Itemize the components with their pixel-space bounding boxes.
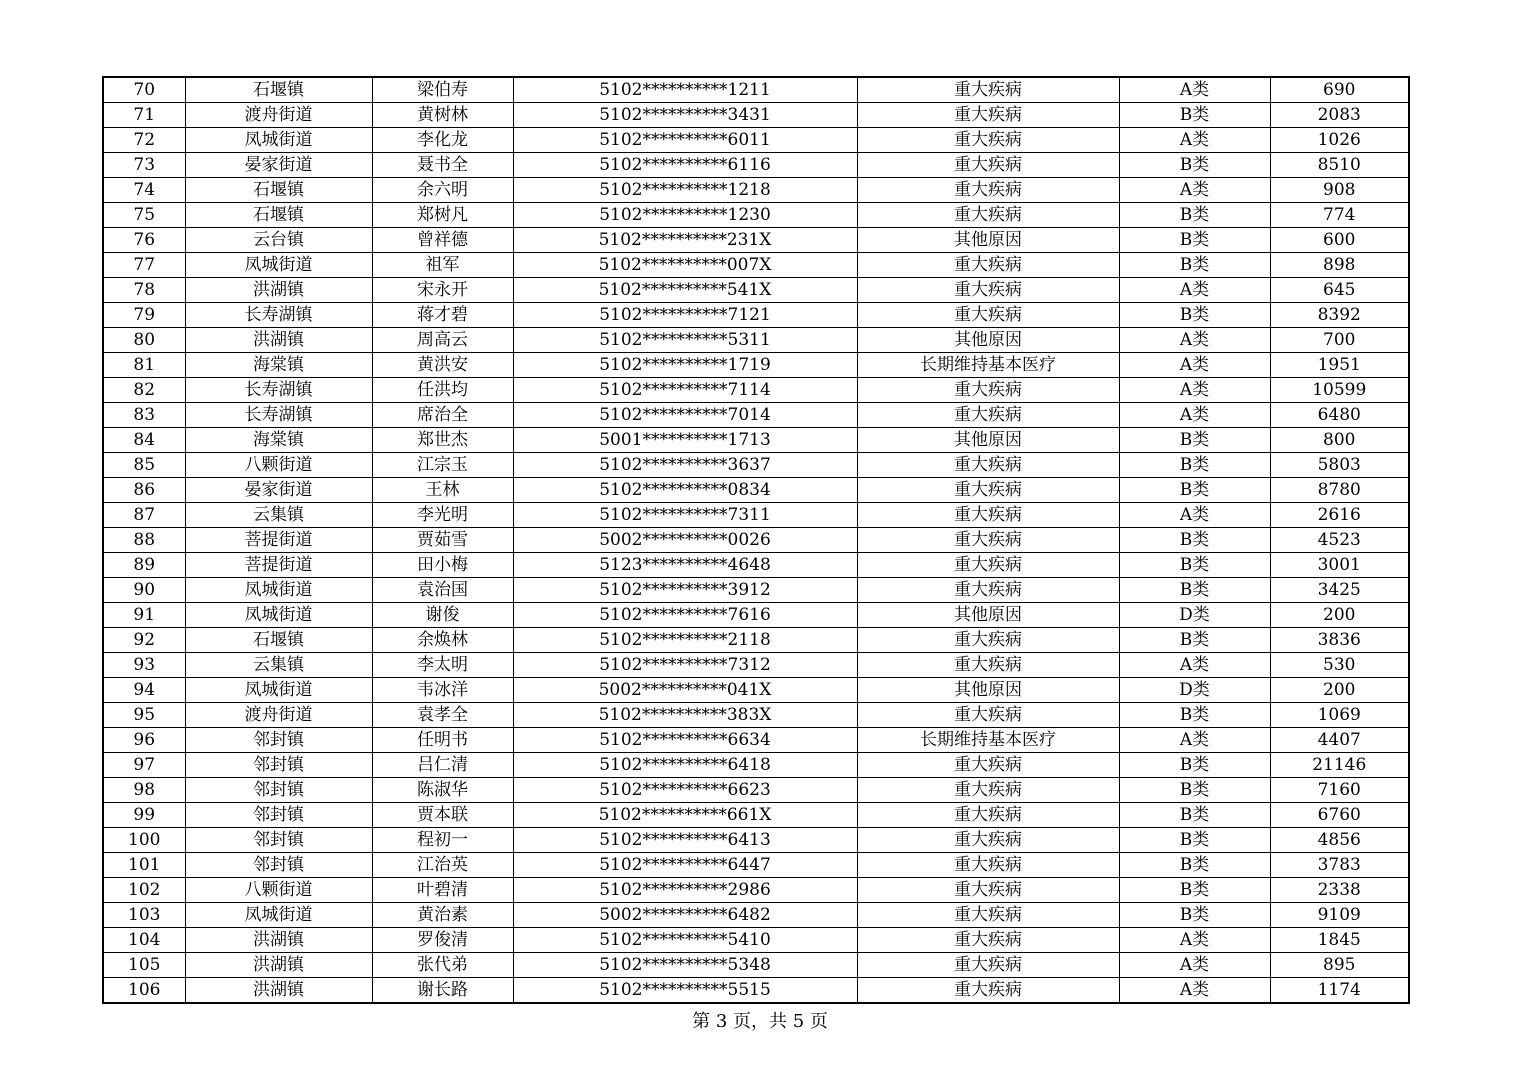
table-row [103,603,1409,628]
row-number-cell: 98 [103,778,185,803]
amount-cell: 1174 [1270,978,1409,1004]
row-number-cell: 76 [103,228,185,253]
table-row [103,453,1409,478]
town-cell: 菩提街道 [185,553,372,578]
name-cell: 江宗玉 [372,453,513,478]
table-row [103,828,1409,853]
reason-cell: 重大疾病 [857,128,1119,153]
table-row [103,728,1409,753]
category-cell: B类 [1119,853,1270,878]
amount-cell: 600 [1270,228,1409,253]
row-number-cell: 102 [103,878,185,903]
row-number-cell: 106 [103,978,185,1004]
id-number-cell: 5102**********1230 [513,203,857,228]
id-number-cell: 5102**********7311 [513,503,857,528]
town-cell: 渡舟街道 [185,103,372,128]
table-row [103,253,1409,278]
name-cell: 张代弟 [372,953,513,978]
town-cell: 石堰镇 [185,628,372,653]
id-number-cell: 5102**********383X [513,703,857,728]
category-cell: B类 [1119,903,1270,928]
town-cell: 石堰镇 [185,178,372,203]
row-number-cell: 74 [103,178,185,203]
town-cell: 晏家街道 [185,478,372,503]
row-number-cell: 99 [103,803,185,828]
id-number-cell: 5102**********5311 [513,328,857,353]
name-cell: 田小梅 [372,553,513,578]
id-number-cell: 5102**********6413 [513,828,857,853]
amount-cell: 1069 [1270,703,1409,728]
id-number-cell: 5002**********6482 [513,903,857,928]
reason-cell: 重大疾病 [857,453,1119,478]
name-cell: 宋永开 [372,278,513,303]
amount-cell: 5803 [1270,453,1409,478]
id-number-cell: 5102**********2986 [513,878,857,903]
reason-cell: 其他原因 [857,328,1119,353]
id-number-cell: 5002**********0026 [513,528,857,553]
amount-cell: 4523 [1270,528,1409,553]
table-body [103,77,1409,1003]
id-number-cell: 5102**********6116 [513,153,857,178]
table-row [103,778,1409,803]
row-number-cell: 79 [103,303,185,328]
row-number-cell: 81 [103,353,185,378]
row-number-cell: 70 [103,77,185,103]
town-cell: 长寿湖镇 [185,303,372,328]
table-row [103,853,1409,878]
amount-cell: 3836 [1270,628,1409,653]
amount-cell: 690 [1270,77,1409,103]
town-cell: 邻封镇 [185,828,372,853]
row-number-cell: 92 [103,628,185,653]
reason-cell: 重大疾病 [857,753,1119,778]
amount-cell: 700 [1270,328,1409,353]
amount-cell: 200 [1270,603,1409,628]
category-cell: A类 [1119,328,1270,353]
row-number-cell: 96 [103,728,185,753]
category-cell: B类 [1119,103,1270,128]
name-cell: 王林 [372,478,513,503]
name-cell: 李太明 [372,653,513,678]
amount-cell: 6760 [1270,803,1409,828]
town-cell: 凤城街道 [185,678,372,703]
id-number-cell: 5102**********3637 [513,453,857,478]
category-cell: A类 [1119,378,1270,403]
name-cell: 黄洪安 [372,353,513,378]
table-row [103,978,1409,1004]
town-cell: 长寿湖镇 [185,378,372,403]
table-row [103,553,1409,578]
town-cell: 晏家街道 [185,153,372,178]
id-number-cell: 5102**********3912 [513,578,857,603]
category-cell: A类 [1119,77,1270,103]
row-number-cell: 93 [103,653,185,678]
id-number-cell: 5102**********541X [513,278,857,303]
id-number-cell: 5102**********6623 [513,778,857,803]
town-cell: 八颗街道 [185,878,372,903]
reason-cell: 重大疾病 [857,903,1119,928]
table-row [103,428,1409,453]
category-cell: B类 [1119,528,1270,553]
town-cell: 海棠镇 [185,353,372,378]
amount-cell: 4856 [1270,828,1409,853]
reason-cell: 重大疾病 [857,203,1119,228]
amount-cell: 8780 [1270,478,1409,503]
table-row [103,328,1409,353]
reason-cell: 重大疾病 [857,103,1119,128]
category-cell: B类 [1119,253,1270,278]
amount-cell: 8510 [1270,153,1409,178]
row-number-cell: 84 [103,428,185,453]
amount-cell: 10599 [1270,378,1409,403]
row-number-cell: 88 [103,528,185,553]
category-cell: B类 [1119,703,1270,728]
town-cell: 洪湖镇 [185,278,372,303]
category-cell: A类 [1119,653,1270,678]
amount-cell: 1951 [1270,353,1409,378]
row-number-cell: 86 [103,478,185,503]
category-cell: B类 [1119,453,1270,478]
amount-cell: 21146 [1270,753,1409,778]
row-number-cell: 91 [103,603,185,628]
category-cell: B类 [1119,428,1270,453]
id-number-cell: 5123**********4648 [513,553,857,578]
name-cell: 祖军 [372,253,513,278]
name-cell: 李光明 [372,503,513,528]
name-cell: 曾祥德 [372,228,513,253]
table-row [103,228,1409,253]
town-cell: 邻封镇 [185,728,372,753]
town-cell: 凤城街道 [185,253,372,278]
amount-cell: 200 [1270,678,1409,703]
name-cell: 袁孝全 [372,703,513,728]
name-cell: 贾本联 [372,803,513,828]
id-number-cell: 5102**********6447 [513,853,857,878]
amount-cell: 4407 [1270,728,1409,753]
id-number-cell: 5102**********7121 [513,303,857,328]
amount-cell: 3783 [1270,853,1409,878]
row-number-cell: 78 [103,278,185,303]
table-row [103,878,1409,903]
reason-cell: 其他原因 [857,428,1119,453]
id-number-cell: 5002**********041X [513,678,857,703]
category-cell: A类 [1119,278,1270,303]
table-row [103,628,1409,653]
table-row [103,128,1409,153]
reason-cell: 其他原因 [857,603,1119,628]
table-row [103,803,1409,828]
id-number-cell: 5102**********1211 [513,77,857,103]
table-row [103,303,1409,328]
amount-cell: 2338 [1270,878,1409,903]
id-number-cell: 5102**********5515 [513,978,857,1004]
row-number-cell: 71 [103,103,185,128]
name-cell: 任洪均 [372,378,513,403]
category-cell: A类 [1119,953,1270,978]
id-number-cell: 5001**********1713 [513,428,857,453]
reason-cell: 重大疾病 [857,803,1119,828]
table-row [103,678,1409,703]
category-cell: A类 [1119,503,1270,528]
category-cell: B类 [1119,753,1270,778]
id-number-cell: 5102**********5348 [513,953,857,978]
table-row [103,703,1409,728]
category-cell: A类 [1119,178,1270,203]
reason-cell: 重大疾病 [857,853,1119,878]
reason-cell: 重大疾病 [857,953,1119,978]
amount-cell: 2616 [1270,503,1409,528]
reason-cell: 重大疾病 [857,378,1119,403]
row-number-cell: 75 [103,203,185,228]
reason-cell: 重大疾病 [857,578,1119,603]
name-cell: 吕仁清 [372,753,513,778]
town-cell: 海棠镇 [185,428,372,453]
reason-cell: 长期维持基本医疗 [857,728,1119,753]
table-row [103,403,1409,428]
amount-cell: 9109 [1270,903,1409,928]
reason-cell: 重大疾病 [857,528,1119,553]
name-cell: 席治全 [372,403,513,428]
row-number-cell: 72 [103,128,185,153]
row-number-cell: 85 [103,453,185,478]
reason-cell: 其他原因 [857,678,1119,703]
name-cell: 蒋才碧 [372,303,513,328]
table-row [103,353,1409,378]
table-row [103,478,1409,503]
town-cell: 云台镇 [185,228,372,253]
town-cell: 渡舟街道 [185,703,372,728]
row-number-cell: 95 [103,703,185,728]
town-cell: 邻封镇 [185,778,372,803]
name-cell: 罗俊清 [372,928,513,953]
row-number-cell: 101 [103,853,185,878]
id-number-cell: 5102**********007X [513,253,857,278]
town-cell: 云集镇 [185,503,372,528]
id-number-cell: 5102**********5410 [513,928,857,953]
name-cell: 余焕林 [372,628,513,653]
category-cell: A类 [1119,978,1270,1004]
id-number-cell: 5102**********6418 [513,753,857,778]
amount-cell: 8392 [1270,303,1409,328]
row-number-cell: 105 [103,953,185,978]
row-number-cell: 77 [103,253,185,278]
page-footer: 第 3 页，共 5 页 [692,1011,828,1032]
town-cell: 洪湖镇 [185,928,372,953]
town-cell: 云集镇 [185,653,372,678]
row-number-cell: 80 [103,328,185,353]
row-number-cell: 87 [103,503,185,528]
reason-cell: 重大疾病 [857,478,1119,503]
table-row [103,503,1409,528]
row-number-cell: 97 [103,753,185,778]
row-number-cell: 83 [103,403,185,428]
data-table [102,76,1410,1004]
name-cell: 程初一 [372,828,513,853]
town-cell: 洪湖镇 [185,953,372,978]
category-cell: A类 [1119,353,1270,378]
row-number-cell: 94 [103,678,185,703]
reason-cell: 重大疾病 [857,303,1119,328]
table-row [103,953,1409,978]
category-cell: A类 [1119,728,1270,753]
id-number-cell: 5102**********7312 [513,653,857,678]
name-cell: 谢长路 [372,978,513,1004]
town-cell: 长寿湖镇 [185,403,372,428]
name-cell: 余六明 [372,178,513,203]
name-cell: 聂书全 [372,153,513,178]
reason-cell: 重大疾病 [857,828,1119,853]
category-cell: D类 [1119,678,1270,703]
table-row [103,928,1409,953]
category-cell: B类 [1119,203,1270,228]
table-row [103,103,1409,128]
id-number-cell: 5102**********7114 [513,378,857,403]
category-cell: A类 [1119,928,1270,953]
reason-cell: 重大疾病 [857,278,1119,303]
reason-cell: 重大疾病 [857,653,1119,678]
town-cell: 八颗街道 [185,453,372,478]
table-row [103,178,1409,203]
row-number-cell: 73 [103,153,185,178]
category-cell: B类 [1119,828,1270,853]
category-cell: D类 [1119,603,1270,628]
reason-cell: 重大疾病 [857,403,1119,428]
name-cell: 贾茹雪 [372,528,513,553]
table-row [103,278,1409,303]
category-cell: B类 [1119,878,1270,903]
name-cell: 谢俊 [372,603,513,628]
row-number-cell: 90 [103,578,185,603]
table-row [103,753,1409,778]
town-cell: 凤城街道 [185,603,372,628]
amount-cell: 898 [1270,253,1409,278]
category-cell: B类 [1119,578,1270,603]
reason-cell: 重大疾病 [857,253,1119,278]
category-cell: B类 [1119,553,1270,578]
id-number-cell: 5102**********6011 [513,128,857,153]
reason-cell: 重大疾病 [857,978,1119,1004]
category-cell: B类 [1119,153,1270,178]
reason-cell: 重大疾病 [857,553,1119,578]
row-number-cell: 100 [103,828,185,853]
town-cell: 凤城街道 [185,578,372,603]
town-cell: 邻封镇 [185,753,372,778]
id-number-cell: 5102**********7014 [513,403,857,428]
town-cell: 石堰镇 [185,203,372,228]
name-cell: 叶碧清 [372,878,513,903]
table-row [103,578,1409,603]
amount-cell: 1845 [1270,928,1409,953]
category-cell: B类 [1119,478,1270,503]
reason-cell: 重大疾病 [857,878,1119,903]
amount-cell: 895 [1270,953,1409,978]
category-cell: B类 [1119,303,1270,328]
id-number-cell: 5102**********6634 [513,728,857,753]
row-number-cell: 82 [103,378,185,403]
amount-cell: 800 [1270,428,1409,453]
name-cell: 郑世杰 [372,428,513,453]
reason-cell: 重大疾病 [857,703,1119,728]
table-row [103,153,1409,178]
row-number-cell: 89 [103,553,185,578]
category-cell: B类 [1119,228,1270,253]
amount-cell: 645 [1270,278,1409,303]
reason-cell: 重大疾病 [857,178,1119,203]
name-cell: 陈淑华 [372,778,513,803]
reason-cell: 重大疾病 [857,778,1119,803]
reason-cell: 长期维持基本医疗 [857,353,1119,378]
id-number-cell: 5102**********1218 [513,178,857,203]
id-number-cell: 5102**********0834 [513,478,857,503]
amount-cell: 6480 [1270,403,1409,428]
category-cell: B类 [1119,803,1270,828]
id-number-cell: 5102**********3431 [513,103,857,128]
table-row [103,77,1409,103]
id-number-cell: 5102**********7616 [513,603,857,628]
id-number-cell: 5102**********661X [513,803,857,828]
name-cell: 郑树凡 [372,203,513,228]
town-cell: 菩提街道 [185,528,372,553]
amount-cell: 1026 [1270,128,1409,153]
table-row [103,203,1409,228]
reason-cell: 重大疾病 [857,928,1119,953]
town-cell: 石堰镇 [185,77,372,103]
reason-cell: 重大疾病 [857,503,1119,528]
name-cell: 李化龙 [372,128,513,153]
name-cell: 梁伯寿 [372,77,513,103]
category-cell: B类 [1119,628,1270,653]
amount-cell: 3001 [1270,553,1409,578]
category-cell: A类 [1119,128,1270,153]
reason-cell: 重大疾病 [857,77,1119,103]
amount-cell: 530 [1270,653,1409,678]
name-cell: 袁治国 [372,578,513,603]
reason-cell: 重大疾病 [857,153,1119,178]
id-number-cell: 5102**********231X [513,228,857,253]
town-cell: 凤城街道 [185,903,372,928]
amount-cell: 2083 [1270,103,1409,128]
table-row [103,378,1409,403]
town-cell: 邻封镇 [185,803,372,828]
town-cell: 洪湖镇 [185,328,372,353]
reason-cell: 其他原因 [857,228,1119,253]
name-cell: 江治英 [372,853,513,878]
row-number-cell: 104 [103,928,185,953]
name-cell: 黄树林 [372,103,513,128]
table-row [103,653,1409,678]
amount-cell: 3425 [1270,578,1409,603]
name-cell: 任明书 [372,728,513,753]
id-number-cell: 5102**********1719 [513,353,857,378]
reason-cell: 重大疾病 [857,628,1119,653]
id-number-cell: 5102**********2118 [513,628,857,653]
town-cell: 邻封镇 [185,853,372,878]
amount-cell: 7160 [1270,778,1409,803]
name-cell: 周高云 [372,328,513,353]
table-row [103,903,1409,928]
amount-cell: 908 [1270,178,1409,203]
row-number-cell: 103 [103,903,185,928]
amount-cell: 774 [1270,203,1409,228]
name-cell: 黄治素 [372,903,513,928]
table-row [103,528,1409,553]
town-cell: 洪湖镇 [185,978,372,1004]
name-cell: 韦冰洋 [372,678,513,703]
category-cell: B类 [1119,778,1270,803]
town-cell: 凤城街道 [185,128,372,153]
category-cell: A类 [1119,403,1270,428]
